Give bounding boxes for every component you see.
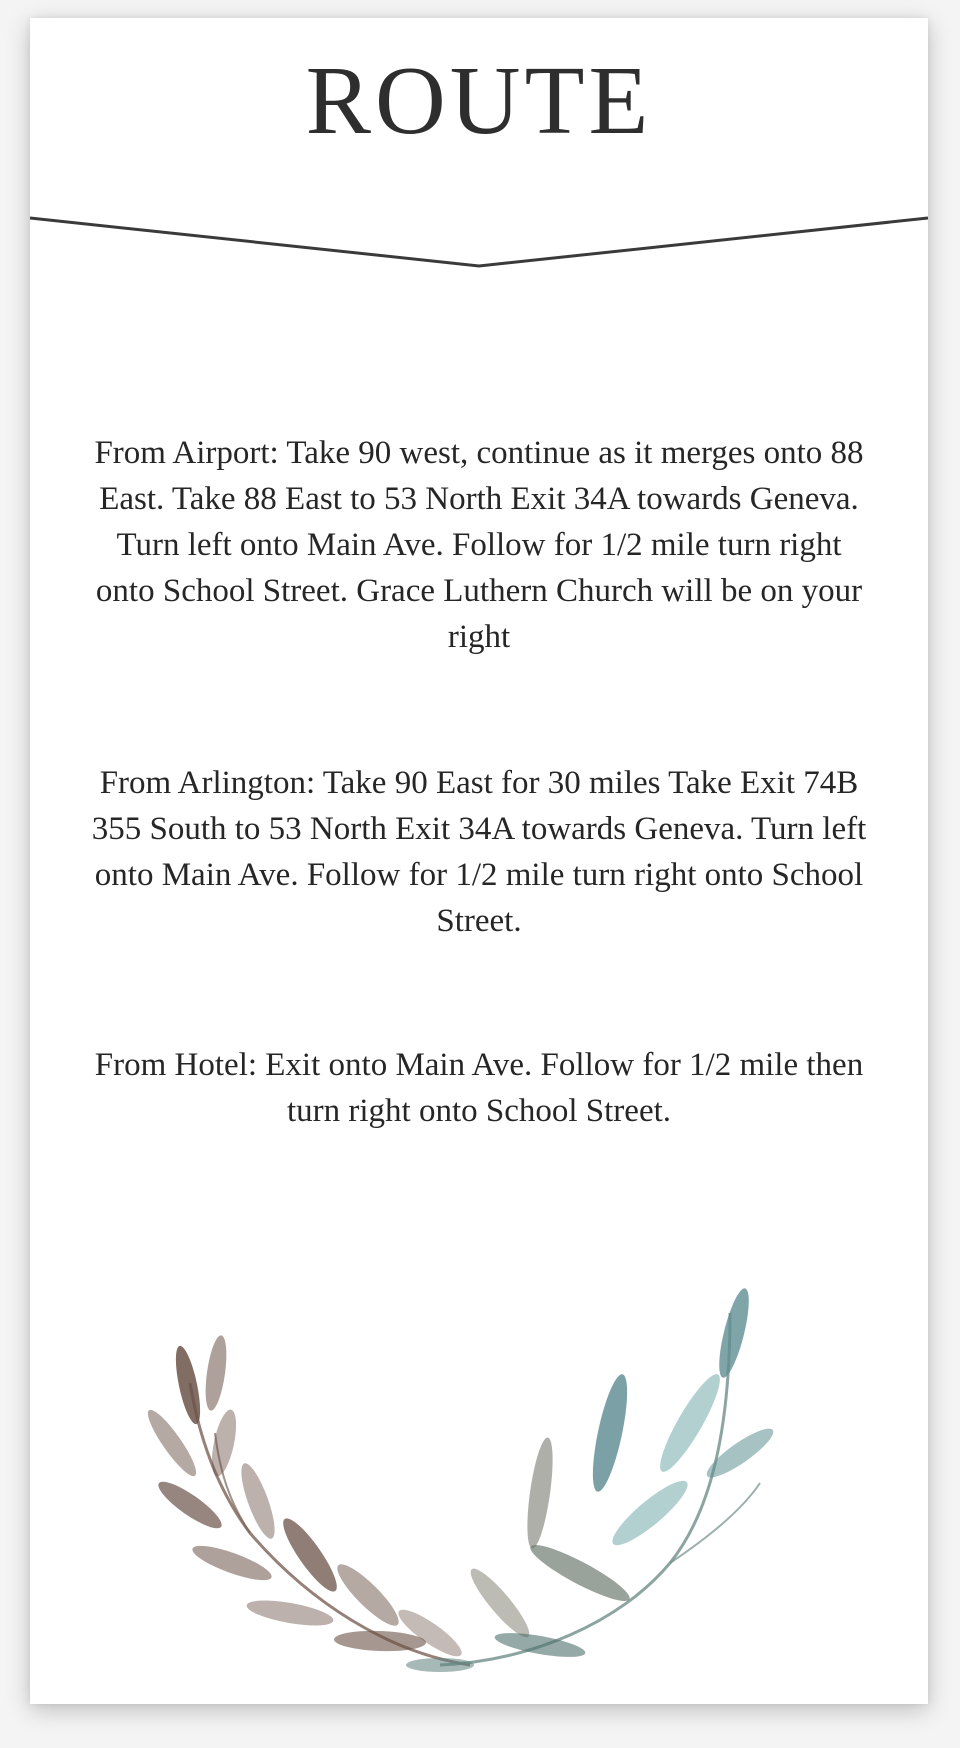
watercolor-laurel-icon <box>140 1273 860 1693</box>
laurel-left-branch <box>142 1334 470 1665</box>
chevron-divider-icon <box>30 198 928 278</box>
card-title: ROUTE <box>305 47 653 155</box>
directions-from-airport: From Airport: Take 90 west, continue as it merges onto 88 East. Take 88 East to 53 North Exit 34A towards Geneva. Turn left onto Main Ave. Follow for 1/2 mile turn right onto School Street. Grace Luthern Church will be on your right <box>94 435 864 655</box>
laurel-right-branch <box>406 1286 779 1672</box>
directions-from-hotel: From Hotel: Exit onto Main Ave. Follow for 1/2 mile then turn right onto School Street. <box>94 1047 864 1129</box>
route-card <box>30 18 928 1704</box>
directions-from-arlington: From Arlington: Take 90 East for 30 miles Take Exit 74B 355 South to 53 North Exit 34A towards Geneva. Turn left onto Main Ave. Follow for 1/2 mile turn right onto School Street. <box>91 765 867 939</box>
